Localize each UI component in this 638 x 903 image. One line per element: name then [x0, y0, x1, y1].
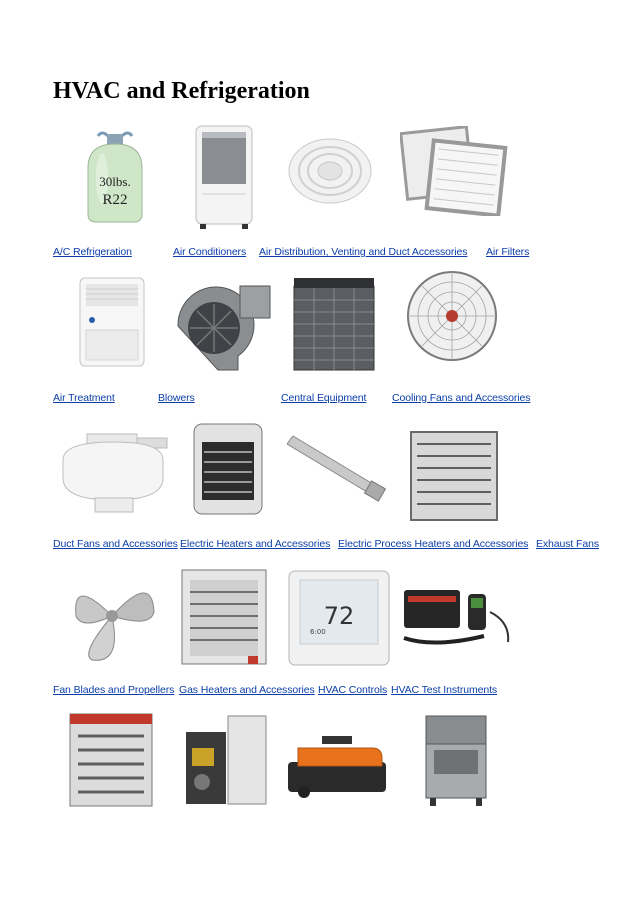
link-central-equipment[interactable]: Central Equipment — [281, 392, 367, 404]
link-air-filters[interactable]: Air Filters — [486, 246, 530, 258]
portable-air-conditioner-image[interactable] — [192, 124, 256, 230]
page-title: HVAC and Refrigeration — [53, 78, 310, 104]
fan-blade-image[interactable] — [62, 566, 162, 666]
link-hvac-controls[interactable]: HVAC Controls — [318, 684, 388, 696]
link-gas-heaters[interactable]: Gas Heaters and Accessories — [179, 684, 315, 696]
thermostat-reading: 72 — [323, 602, 355, 630]
link-air-distribution[interactable]: Air Distribution, Venting and Duct Accessories — [259, 246, 468, 258]
round-ceiling-diffuser-image[interactable] — [287, 136, 373, 206]
link-duct-fans[interactable]: Duct Fans and Accessories — [53, 538, 178, 550]
link-air-treatment[interactable]: Air Treatment — [53, 392, 115, 404]
thermostat-time: 6:00 — [310, 628, 326, 636]
kerosene-heater-image[interactable] — [284, 728, 390, 800]
duct-fan-image[interactable] — [57, 430, 169, 514]
link-electric-heaters[interactable]: Electric Heaters and Accessories — [180, 538, 331, 550]
link-blowers[interactable]: Blowers — [158, 392, 195, 404]
link-fan-blades[interactable]: Fan Blades and Propellers — [53, 684, 175, 696]
exhaust-fan-image[interactable] — [407, 428, 501, 524]
air-filters-image[interactable] — [400, 126, 510, 216]
link-ac-refrigeration[interactable]: A/C Refrigeration — [53, 246, 132, 258]
central-condenser-image[interactable] — [290, 274, 378, 372]
electric-heater-image[interactable] — [190, 420, 266, 520]
unit-heater-image[interactable] — [66, 710, 156, 810]
cylinder-label-type: R22 — [102, 192, 128, 208]
cylinder-label-weight: 30lbs. — [99, 174, 131, 189]
thermostat-image[interactable] — [286, 568, 392, 668]
oil-furnace-image[interactable] — [178, 712, 270, 808]
link-air-conditioners[interactable]: Air Conditioners — [173, 246, 247, 258]
dehumidifier-image[interactable] — [76, 274, 148, 372]
link-cooling-fans[interactable]: Cooling Fans and Accessories — [392, 392, 531, 404]
link-exhaust-fans[interactable]: Exhaust Fans — [536, 538, 599, 550]
process-heater-image[interactable] — [287, 428, 391, 504]
refrigerant-cylinder-image[interactable] — [80, 128, 150, 228]
cooling-fan-image[interactable] — [400, 268, 504, 368]
gas-heater-image[interactable] — [178, 566, 270, 668]
ice-machine-image[interactable] — [420, 712, 492, 808]
link-hvac-test-instruments[interactable]: HVAC Test Instruments — [391, 684, 498, 696]
test-instruments-image[interactable] — [398, 582, 516, 654]
link-electric-process-heaters[interactable]: Electric Process Heaters and Accessories — [338, 538, 529, 550]
blower-image[interactable] — [170, 278, 274, 374]
